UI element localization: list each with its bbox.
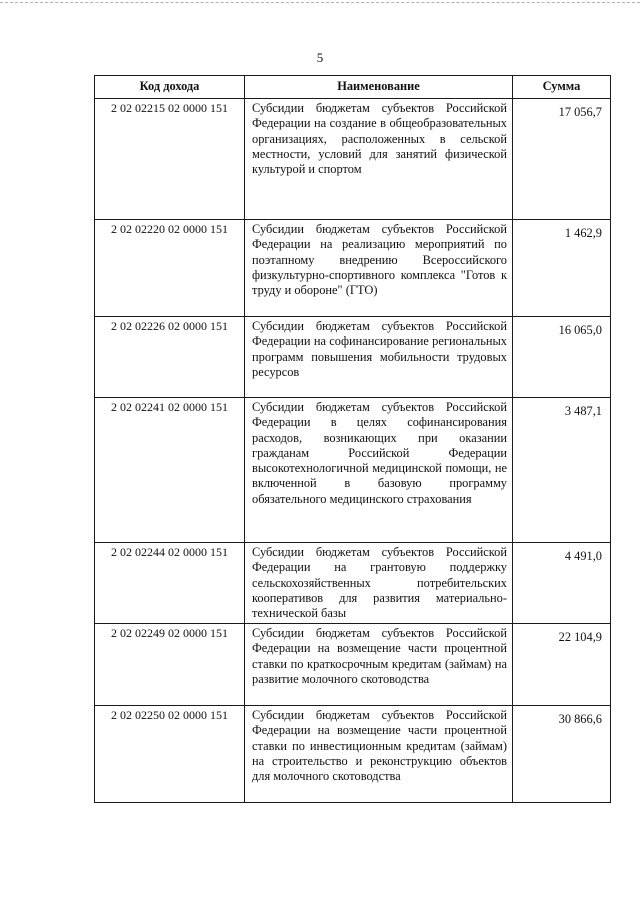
row-name: Субсидии бюджетам субъектов Российской Федерации на возмещение части процентной ставки по краткосрочным кредитам (займам) на развитие молочного скотоводства — [245, 624, 513, 706]
row-sum: 30 866,6 — [513, 706, 611, 803]
row-sum: 4 491,0 — [513, 543, 611, 624]
table-header-row — [95, 76, 611, 99]
row-sum: 17 056,7 — [513, 99, 611, 220]
row-code: 2 02 02241 02 0000 151 — [95, 398, 245, 543]
table-row — [95, 220, 611, 317]
table-row — [95, 317, 611, 398]
row-code: 2 02 02226 02 0000 151 — [95, 317, 245, 398]
row-sum: 3 487,1 — [513, 398, 611, 543]
header-sum: Сумма — [513, 76, 611, 99]
table-row — [95, 543, 611, 624]
row-sum: 16 065,0 — [513, 317, 611, 398]
header-name: Наименование — [245, 76, 513, 99]
row-name: Субсидии бюджетам субъектов Российской Федерации на реализацию мероприятий по поэтапному внедрению Всероссийского физкультурно-спортивного комплекса "Готов к труду и обороне" (ГТО) — [245, 220, 513, 317]
row-name: Субсидии бюджетам субъектов Российской Федерации на софинансирование региональных программ повышения мобильности трудовых ресурсов — [245, 317, 513, 398]
page-top-edge — [0, 2, 640, 3]
table-row — [95, 706, 611, 803]
row-name: Субсидии бюджетам субъектов Российской Федерации на создание в общеобразовательных организациях, расположенных в сельской местности, условий для занятий физической культурой и спортом — [245, 99, 513, 220]
header-code: Код дохода — [95, 76, 245, 99]
row-code: 2 02 02249 02 0000 151 — [95, 624, 245, 706]
revenue-table — [94, 75, 611, 803]
row-sum: 1 462,9 — [513, 220, 611, 317]
row-name: Субсидии бюджетам субъектов Российской Федерации на возмещение части процентной ставки по инвестиционным кредитам (займам) на строительство и реконструкцию объектов для молочного скотоводства — [245, 706, 513, 803]
row-code: 2 02 02244 02 0000 151 — [95, 543, 245, 624]
row-code: 2 02 02215 02 0000 151 — [95, 99, 245, 220]
row-name: Субсидии бюджетам субъектов Российской Федерации в целях софинансирования расходов, возникающих при оказании гражданам Российской Федерации высокотехнологичной медицинской помощи, не включенной в базовую программу обязательного медицинского страхования — [245, 398, 513, 543]
table-row — [95, 624, 611, 706]
table-row — [95, 99, 611, 220]
row-code: 2 02 02220 02 0000 151 — [95, 220, 245, 317]
row-sum: 22 104,9 — [513, 624, 611, 706]
page-number: 5 — [316, 50, 324, 65]
row-name: Субсидии бюджетам субъектов Российской Федерации на грантовую поддержку сельскохозяйственных потребительских кооперативов для развития материально-технической базы — [245, 543, 513, 624]
table-row — [95, 398, 611, 543]
row-code: 2 02 02250 02 0000 151 — [95, 706, 245, 803]
